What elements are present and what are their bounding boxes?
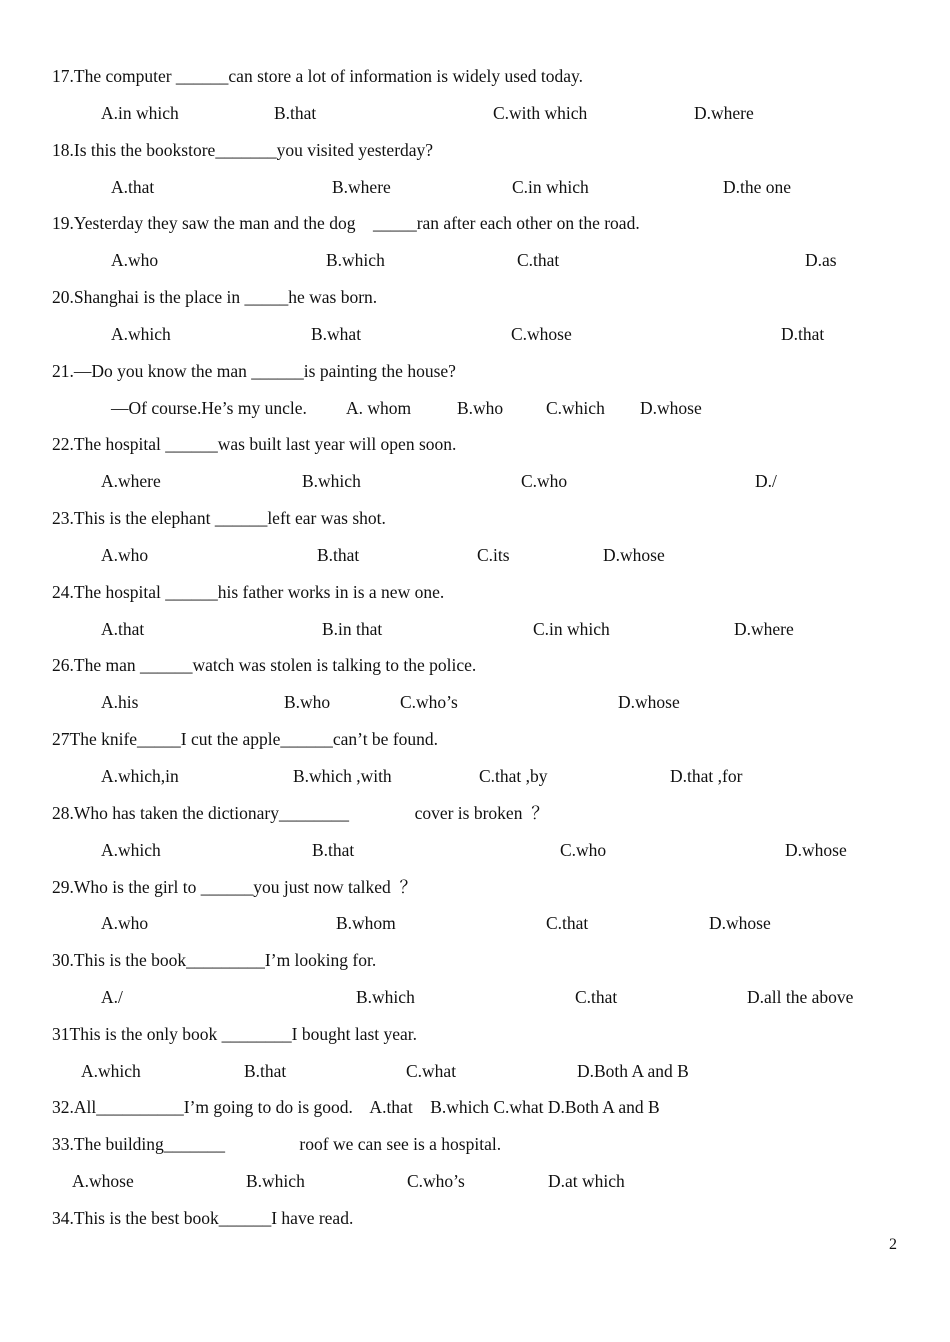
question-30-stem: 30.This is the book_________I’m looking for. [52,950,377,970]
option-a: A.who [101,913,149,933]
option-d: D.whose [640,398,702,418]
option-d: D.that [781,324,825,344]
option-a: A.which [81,1061,141,1081]
option-d: D.all the above [747,987,854,1007]
option-c: C.in which [512,177,589,197]
question-24-stem: 24.The hospital ______his father works in is a new one. [52,582,445,602]
option-a: A.his [101,692,139,712]
question-23-stem: 23.This is the elephant ______left ear was shot. [52,508,386,528]
option-a: A.whose [72,1171,134,1191]
option-b: B.which [302,471,361,491]
question-18-stem: 18.Is this the bookstore_______you visited yesterday? [52,140,434,160]
question-22-stem: 22.The hospital ______was built last year will open soon. [52,434,457,454]
option-b: B.who [457,398,504,418]
option-a: A.which,in [101,766,179,786]
option-c: C.in which [533,619,610,639]
option-d: D.that ,for [670,766,743,786]
option-d: D.whose [618,692,680,712]
question-19-stem: 19.Yesterday they saw the man and the dog _____ran after each other on the road. [52,213,640,233]
option-c: C.which [546,398,605,418]
question-17-stem: 17.The computer ______can store a lot of information is widely used today. [52,66,584,86]
option-a: A. whom [346,398,412,418]
option-b: B.that [317,545,360,565]
option-a: A.that [111,177,155,197]
option-c: C.that [575,987,618,1007]
question-27-stem: 27The knife_____I cut the apple______can’t be found. [52,729,439,749]
option-c: C.who’s [407,1171,465,1191]
option-a: A.that [101,619,145,639]
option-b: B.that [312,840,355,860]
option-c: C.what [406,1061,457,1081]
question-29-stem: 29.Who is the girl to ______you just now talked ？ [52,877,418,897]
option-b: B.what [311,324,362,344]
question-31-stem: 31This is the only book ________I bought last year. [52,1024,418,1044]
option-b: B.that [244,1061,287,1081]
option-c: C.that [517,250,560,270]
option-c: C.that ,by [479,766,548,786]
option-d: D.the one [723,177,792,197]
option-d: D.where [694,103,754,123]
option-a: A.which [111,324,171,344]
option-c: C.that [546,913,589,933]
option-b: B.in that [322,619,383,639]
option-d: D.at which [548,1171,625,1191]
option-c: C.with which [493,103,588,123]
option-b: B.whom [336,913,396,933]
option-d: D.Both A and B [577,1061,689,1081]
answer-line: —Of course.He’s my uncle. [111,398,307,418]
option-a: A.who [101,545,149,565]
question-34-stem: 34.This is the best book______I have read. [52,1208,354,1228]
option-d: D./ [755,471,777,491]
option-b: B.that [274,103,317,123]
question-26-stem: 26.The man ______watch was stolen is talking to the police. [52,655,477,675]
question-32-stem: 32.All__________I’m going to do is good. A.that B.which C.what D.Both A and B [52,1097,660,1117]
option-a: A.which [101,840,161,860]
option-a: A.in which [101,103,179,123]
option-b: B.which ,with [293,766,392,786]
option-a: A.who [111,250,159,270]
question-33-stem: 33.The building_______ roof we can see is a hospital. [52,1134,502,1154]
option-c: C.who [521,471,568,491]
question-20-stem: 20.Shanghai is the place in _____he was born. [52,287,378,307]
option-d: D.as [805,250,837,270]
option-d: D.where [734,619,794,639]
option-c: C.its [477,545,510,565]
option-b: B.which [326,250,385,270]
option-d: D.whose [785,840,847,860]
option-b: B.which [246,1171,305,1191]
option-b: B.which [356,987,415,1007]
option-b: B.who [284,692,331,712]
option-b: B.where [332,177,391,197]
question-28-stem: 28.Who has taken the dictionary________ cover is broken ？ [52,803,549,823]
option-d: D.whose [709,913,771,933]
option-d: D.whose [603,545,665,565]
option-c: C.who’s [400,692,458,712]
question-21-stem: 21.—Do you know the man ______is painting the house? [52,361,456,381]
option-c: C.whose [511,324,572,344]
option-a: A.where [101,471,161,491]
option-a: A./ [101,987,123,1007]
page-number: 2 [889,1236,897,1253]
option-c: C.who [560,840,607,860]
